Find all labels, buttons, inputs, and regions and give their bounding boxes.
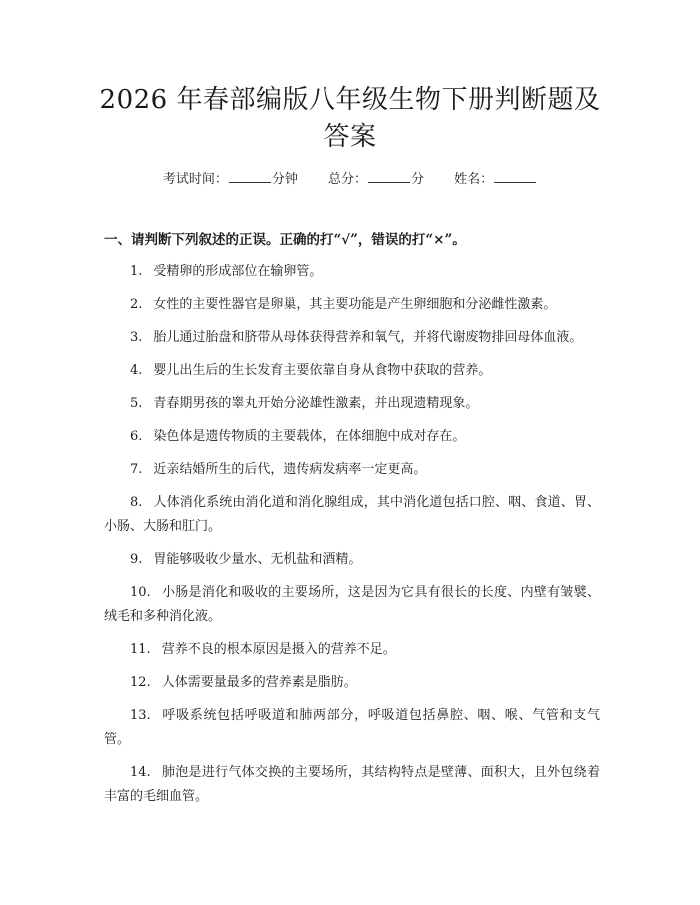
- question-item: [104, 293, 600, 317]
- question-text: 胎儿通过胎盘和脐带从母体获得营养和氧气，并将代谢废物排回母体血液。: [153, 330, 583, 345]
- question-number: 11.: [130, 642, 151, 657]
- question-text: 营养不良的根本原因是摄入的营养不足。: [161, 642, 396, 657]
- student-name-label: 姓名：: [454, 172, 494, 187]
- question-text: 近亲结婚所生的后代，遗传病发病率一定更高。: [153, 462, 427, 477]
- question-text: 呼吸系统包括呼吸道和肺两部分，呼吸道包括鼻腔、咽、喉、气管和支气管。: [104, 708, 600, 747]
- question-item: [104, 359, 600, 383]
- exam-time-blank[interactable]: [229, 168, 271, 183]
- question-item: [104, 638, 600, 662]
- question-item: [104, 458, 600, 482]
- question-text: 青春期男孩的睾丸开始分泌雄性激素，并出现遗精现象。: [153, 396, 479, 411]
- question-number: 1.: [130, 264, 143, 279]
- student-name-blank[interactable]: [494, 168, 536, 183]
- question-item: [104, 425, 600, 449]
- question-text: 受精卵的形成部位在输卵管。: [153, 264, 323, 279]
- question-text: 人体需要量最多的营养素是脂肪。: [161, 675, 357, 690]
- section-heading: 一、请判断下列叙述的正误。正确的打“√”，错误的打“×”。: [104, 232, 466, 248]
- question-number: 10.: [130, 585, 151, 600]
- total-score-blank[interactable]: [368, 168, 410, 183]
- question-item: [104, 548, 600, 572]
- question-number: 4.: [130, 363, 143, 378]
- question-number: 2.: [130, 297, 143, 312]
- exam-time-label: 考试时间：: [162, 172, 228, 187]
- question-item: [104, 581, 600, 629]
- question-item: [104, 326, 600, 350]
- question-number: 7.: [130, 462, 143, 477]
- exam-time-field: [163, 168, 298, 190]
- question-item: [104, 704, 600, 752]
- question-item: [104, 392, 600, 416]
- student-name-field: [454, 168, 537, 190]
- exam-time-unit: 分钟: [271, 172, 298, 187]
- question-item: [104, 761, 600, 809]
- question-number: 9.: [130, 552, 143, 567]
- question-item: [104, 671, 600, 695]
- question-number: 14.: [130, 765, 151, 780]
- question-text: 婴儿出生后的生长发育主要依靠自身从食物中获取的营养。: [153, 363, 492, 378]
- question-text: 女性的主要性器官是卵巢，其主要功能是产生卵细胞和分泌雌性激素。: [153, 297, 557, 312]
- question-item: [104, 491, 600, 539]
- question-list: [104, 260, 600, 818]
- question-number: 6.: [130, 429, 143, 444]
- document-title: 2026 年春部编版八年级生物下册判断题及答案: [99, 85, 601, 152]
- question-text: 人体消化系统由消化道和消化腺组成，其中消化道包括口腔、咽、食道、胃、小肠、大肠和肛门。: [104, 495, 600, 534]
- question-number: 12.: [130, 675, 151, 690]
- total-score-label: 总分：: [327, 172, 367, 187]
- question-number: 8.: [130, 495, 143, 510]
- question-text: 胃能够吸收少量水、无机盐和酒精。: [153, 552, 362, 567]
- question-item: [104, 260, 600, 284]
- exam-info-line: [0, 168, 700, 190]
- question-number: 13.: [130, 708, 151, 723]
- question-text: 染色体是遗传物质的主要载体，在体细胞中成对存在。: [153, 429, 466, 444]
- question-text: 小肠是消化和吸收的主要场所，这是因为它具有很长的长度、内壁有皱襞、绒毛和多种消化液。: [104, 585, 600, 624]
- total-score-field: [328, 168, 424, 190]
- total-score-unit: 分: [411, 172, 425, 187]
- question-number: 5.: [130, 396, 143, 411]
- question-number: 3.: [130, 330, 143, 345]
- question-text: 肺泡是进行气体交换的主要场所，其结构特点是壁薄、面积大，且外包绕着丰富的毛细血管。: [104, 765, 600, 804]
